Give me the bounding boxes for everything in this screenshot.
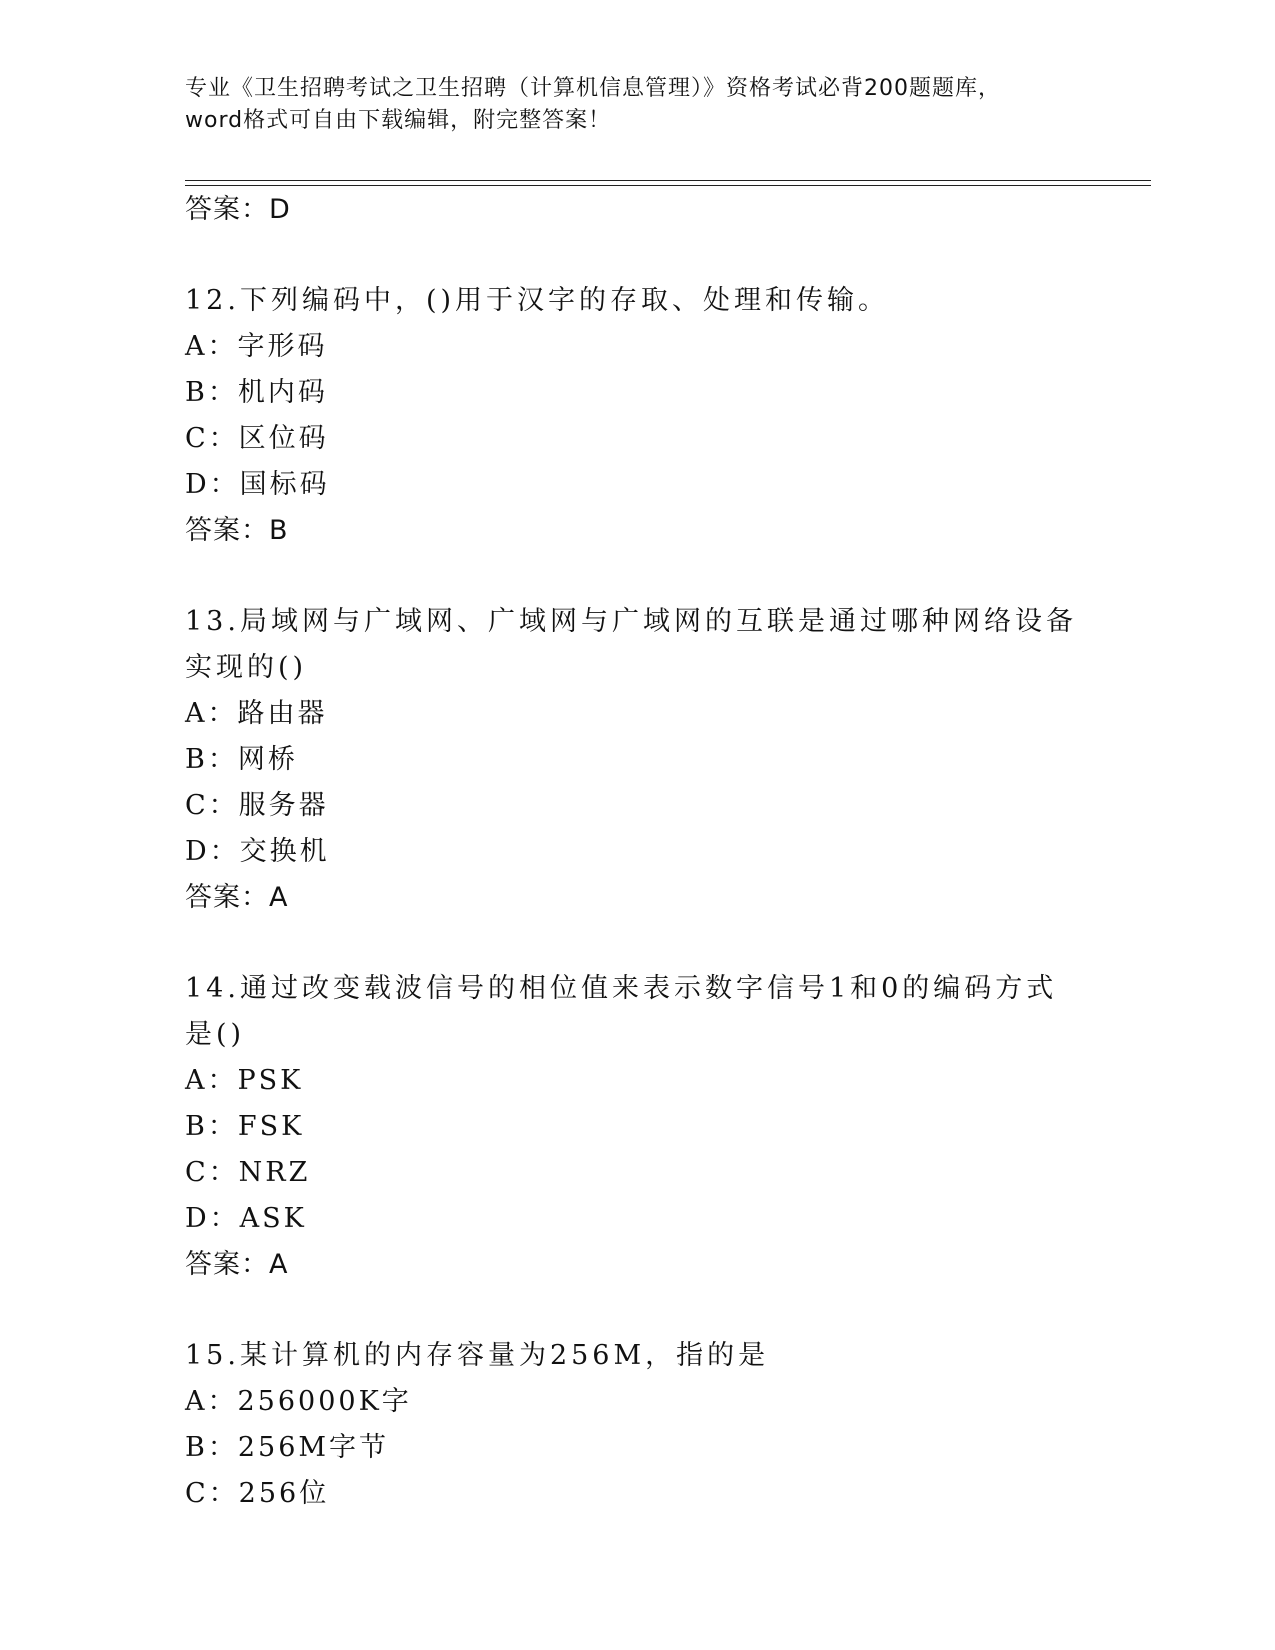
answer-line: 答案：A (185, 1249, 289, 1280)
question-stem: 15.某计算机的内存容量为256M，指的是 (185, 1340, 770, 1371)
header-divider-bottom (185, 185, 1151, 186)
header-title-line-2: word格式可自由下载编辑，附完整答案！ (185, 108, 612, 133)
option-c: C：NRZ (185, 1157, 311, 1188)
answer-line: 答案：B (185, 515, 289, 546)
option-c: C：256位 (185, 1478, 330, 1509)
option-b: B：256M字节 (185, 1432, 390, 1463)
document-header (185, 73, 1085, 137)
option-b: B：FSK (185, 1111, 305, 1142)
option-a: A：路由器 (185, 698, 328, 729)
question-stem: 14.通过改变载波信号的相位值来表示数字信号1和0的编码方式是() (185, 973, 1058, 1050)
answer-line: 答案：A (185, 882, 289, 913)
question-block (185, 278, 1145, 554)
option-a: A：PSK (185, 1065, 304, 1096)
question-block (185, 966, 1145, 1288)
option-d: D：国标码 (185, 469, 330, 500)
question-block (185, 1333, 1145, 1517)
question-list (185, 187, 1145, 1517)
option-c: C：服务器 (185, 790, 329, 821)
question-block (185, 599, 1145, 921)
option-b: B：机内码 (185, 377, 328, 408)
question-stem: 12.下列编码中，()用于汉字的存取、处理和传输。 (185, 285, 890, 316)
header-divider-top (185, 180, 1151, 181)
option-d: D：交换机 (185, 836, 330, 867)
option-d: D：ASK (185, 1203, 307, 1234)
option-a: A：256000K字 (185, 1386, 412, 1417)
question-stem: 13.局域网与广域网、广域网与广域网的互联是通过哪种网络设备实现的() (185, 606, 1077, 683)
option-c: C：区位码 (185, 423, 329, 454)
answer-line: 答案：D (185, 194, 291, 225)
option-a: A：字形码 (185, 331, 328, 362)
option-b: B：网桥 (185, 744, 298, 775)
header-title-line-1: 专业《卫生招聘考试之卫生招聘（计算机信息管理）》资格考试必背200题题库， (185, 76, 1001, 101)
